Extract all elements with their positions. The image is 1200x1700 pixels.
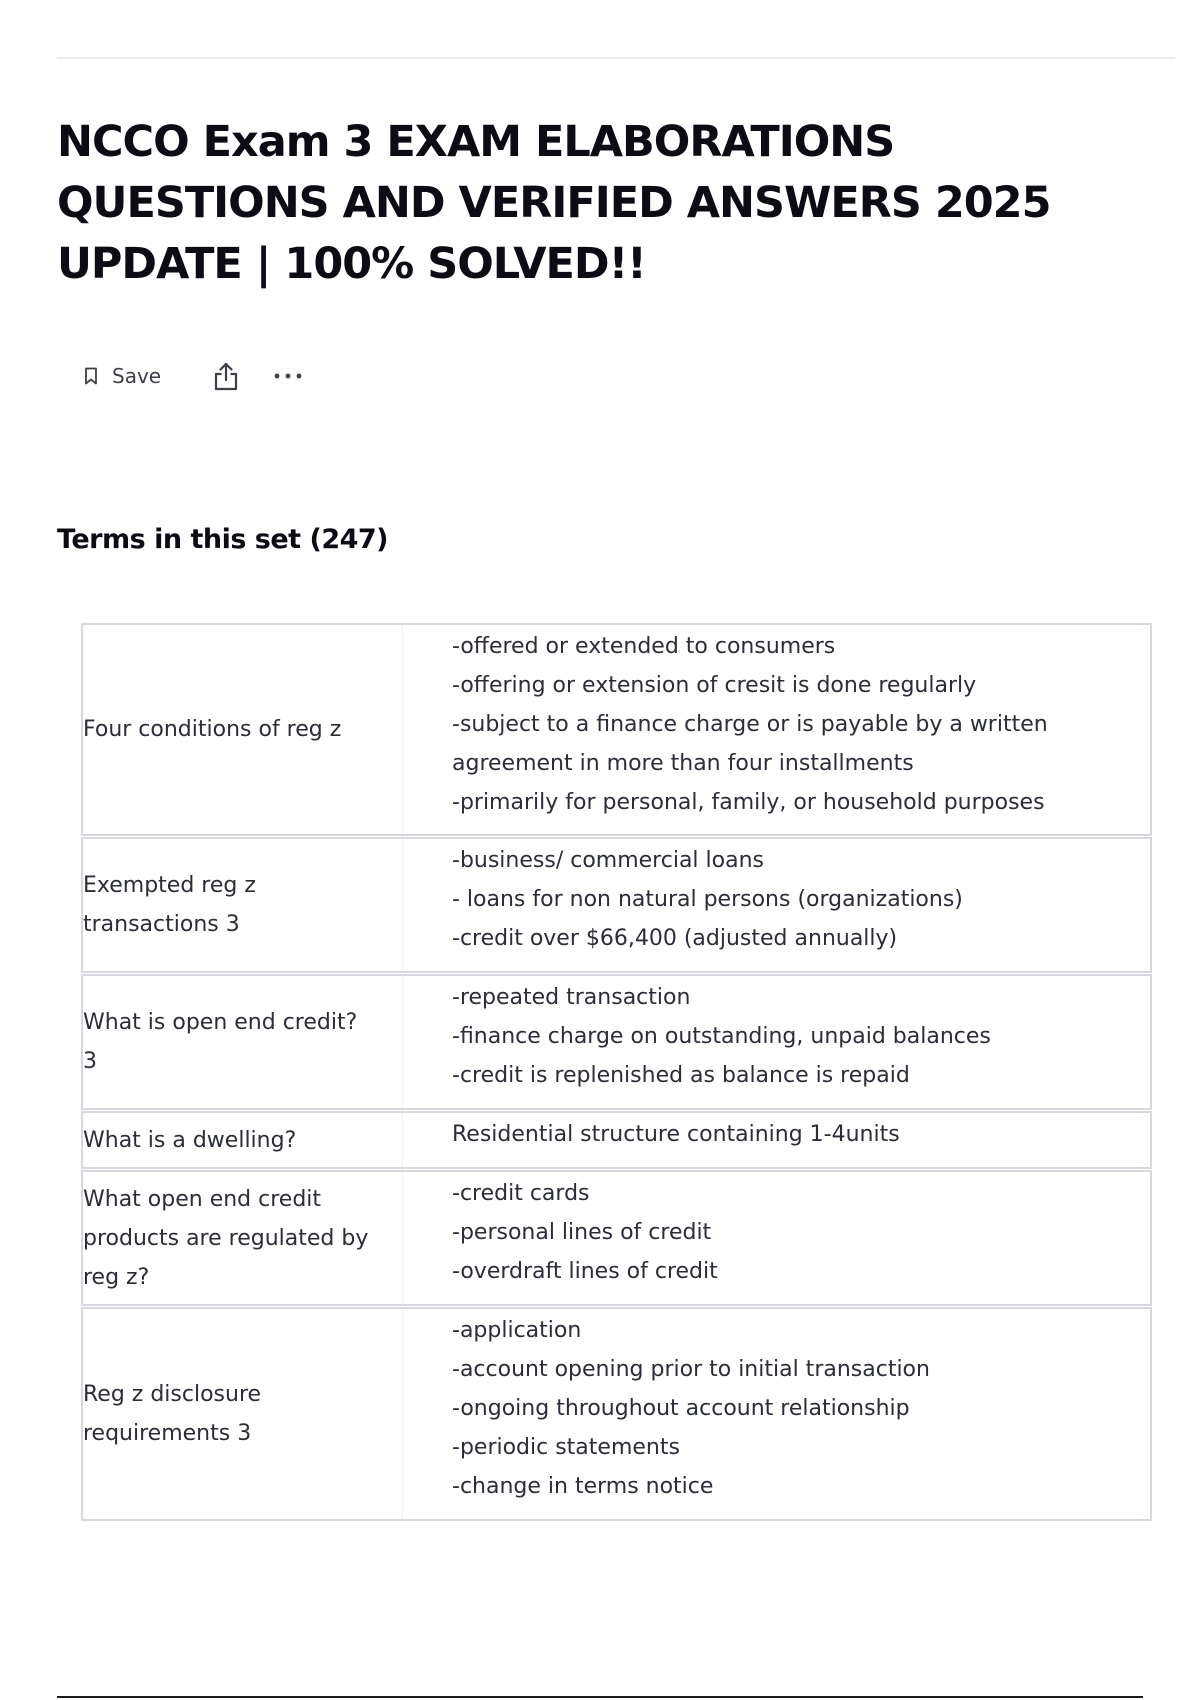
definition-line: -offered or extended to consumers: [452, 634, 836, 659]
definition-line: - loans for non natural persons (organizations): [452, 887, 963, 912]
top-divider: [57, 57, 1175, 59]
definition-line: -periodic statements: [452, 1435, 680, 1460]
definition-line: agreement in more than four installments: [452, 751, 914, 776]
definition-line: -offering or extension of cresit is done regularly: [452, 673, 977, 698]
definition-line: -personal lines of credit: [452, 1220, 712, 1245]
term-text: What is open end credit? 3: [83, 1010, 358, 1074]
term-row: [81, 974, 1152, 1110]
more-icon: [273, 372, 303, 380]
definition-line: -credit cards: [452, 1181, 590, 1206]
definition-line: -application: [452, 1318, 582, 1343]
term-text: Four conditions of reg z: [83, 717, 342, 742]
term-row: [81, 1111, 1152, 1169]
definition-line: -credit over $66,400 (adjusted annually): [452, 926, 898, 951]
bottom-divider: [57, 1696, 1143, 1698]
term-cell: [83, 839, 403, 971]
term-row: [81, 1307, 1152, 1521]
term-row: [81, 1170, 1152, 1306]
term-text: What open end credit products are regulated by reg z?: [83, 1186, 369, 1290]
definition-line: -repeated transaction: [452, 985, 691, 1010]
term-cell: [83, 1172, 403, 1304]
term-text: Reg z disclosure requirements 3: [83, 1382, 262, 1446]
bookmark-icon: [84, 367, 98, 385]
term-cell: [83, 1309, 403, 1519]
term-row: [81, 837, 1152, 973]
save-label: Save: [112, 364, 162, 388]
definition-line: -change in terms notice: [452, 1474, 714, 1499]
definition-cell: [403, 976, 1150, 1108]
term-cell: [83, 976, 403, 1108]
definition-line: -overdraft lines of credit: [452, 1259, 718, 1284]
action-bar: [84, 356, 303, 396]
definition-cell: [403, 1113, 1150, 1167]
definition-cell: [403, 839, 1150, 971]
save-button[interactable]: [84, 364, 161, 388]
definition-cell: [403, 1309, 1150, 1519]
share-icon: [213, 361, 239, 391]
more-options-button[interactable]: [273, 372, 303, 380]
term-cell: [83, 1113, 403, 1167]
share-button[interactable]: [213, 361, 239, 391]
definition-line: -business/ commercial loans: [452, 848, 764, 873]
term-text: Exempted reg z transactions 3: [83, 873, 256, 937]
definition-line: -ongoing throughout account relationship: [452, 1396, 910, 1421]
definition-line: Residential structure containing 1-4units: [452, 1122, 900, 1147]
terms-count-heading: Terms in this set (247): [57, 524, 389, 555]
definition-line: -finance charge on outstanding, unpaid balances: [452, 1024, 991, 1049]
definition-line: -account opening prior to initial transaction: [452, 1357, 930, 1382]
definition-line: -subject to a finance charge or is payable by a written: [452, 712, 1048, 737]
term-row: [81, 623, 1152, 836]
definition-line: -primarily for personal, family, or household purposes: [452, 790, 1045, 815]
term-text: What is a dwelling?: [83, 1127, 297, 1153]
definition-line: -credit is replenished as balance is repaid: [452, 1063, 910, 1088]
definition-cell: [403, 625, 1150, 834]
term-cell: [83, 625, 403, 834]
terms-table: [81, 623, 1152, 1522]
page-title: NCCO Exam 3 EXAM ELABORATIONS QUESTIONS AND VERIFIED ANSWERS 2025 UPDATE | 100% SOLVED!!: [57, 117, 1051, 289]
definition-cell: [403, 1172, 1150, 1304]
